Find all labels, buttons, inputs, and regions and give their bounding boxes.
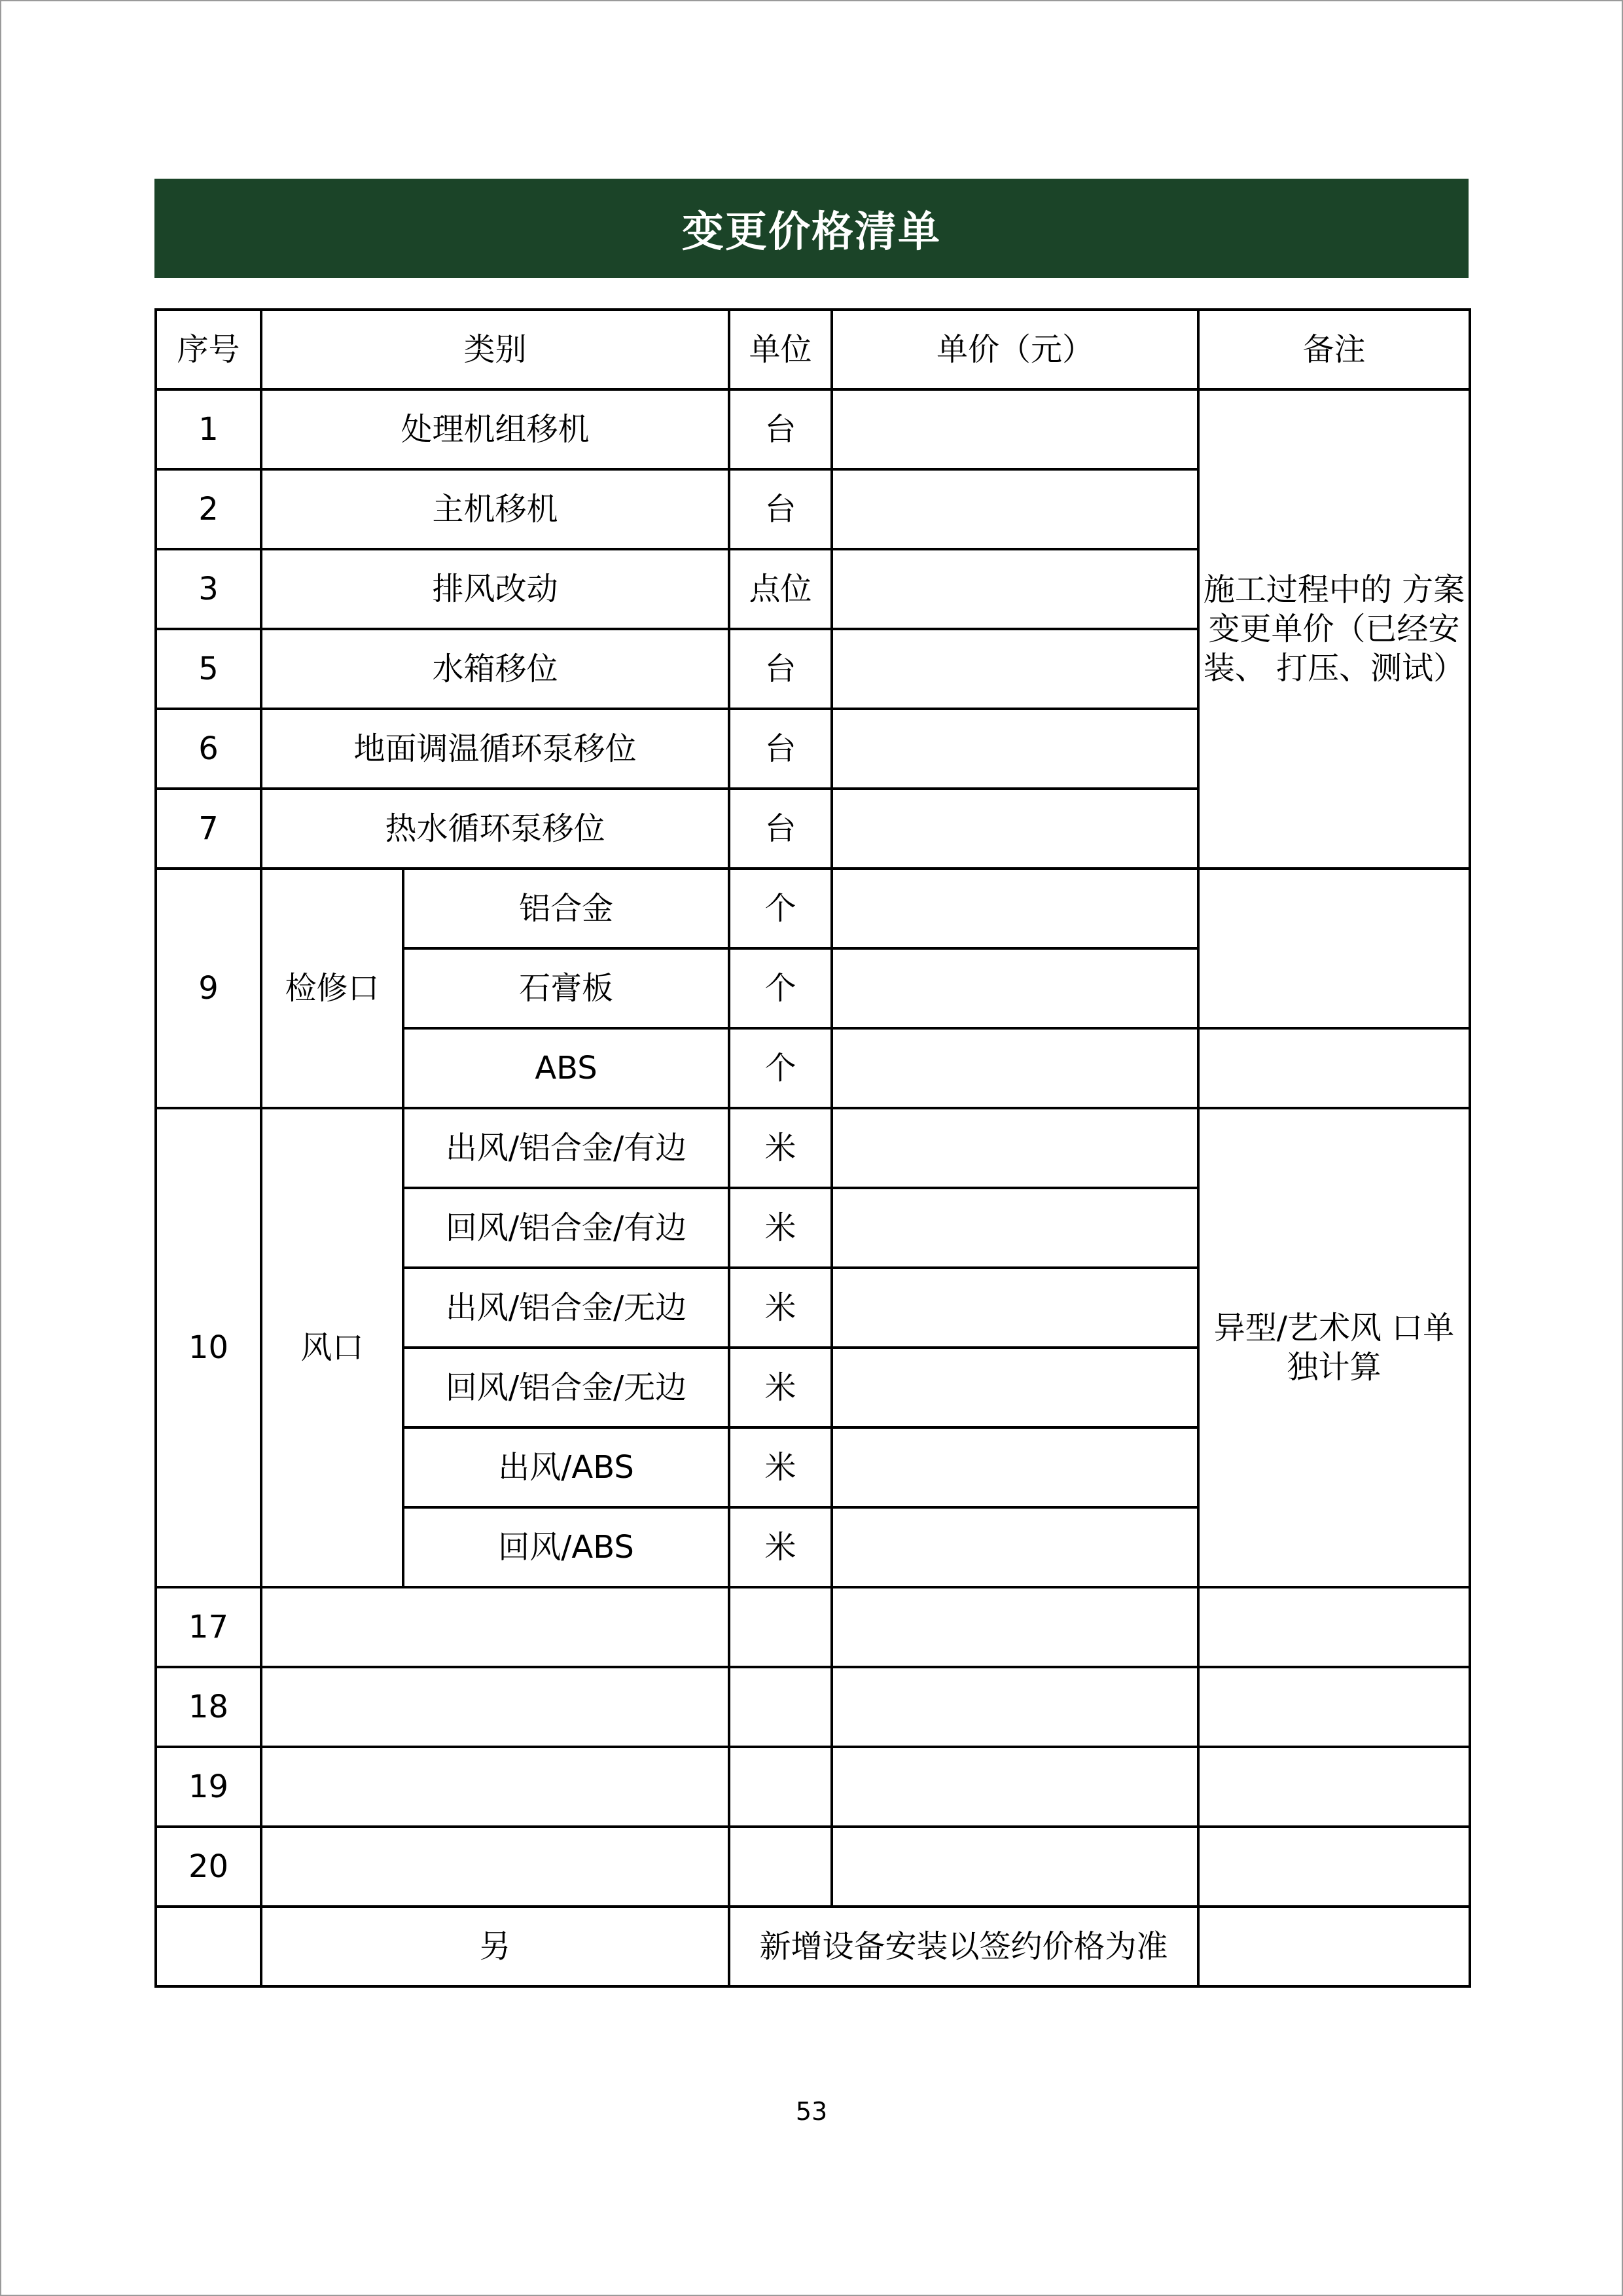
row-seq: 3	[156, 549, 261, 629]
row-price-cell[interactable]	[832, 1188, 1198, 1268]
remark-cell[interactable]	[1198, 869, 1470, 1028]
row-price-cell[interactable]	[832, 1108, 1198, 1188]
page-number: 53	[795, 2097, 828, 2126]
footer-row	[156, 1907, 1470, 1986]
row-price-cell[interactable]	[832, 1587, 1198, 1667]
row-price-cell[interactable]	[832, 1028, 1198, 1108]
vent-item-unit: 米	[729, 1427, 832, 1507]
row-price-cell[interactable]	[832, 869, 1198, 948]
vent-item-unit: 米	[729, 1108, 832, 1188]
vent-item-name: 回风/铝合金/无边	[403, 1348, 729, 1427]
remark-special-vent: 异型/艺术风 口单独计算	[1198, 1108, 1470, 1587]
access-item-name: ABS	[403, 1028, 729, 1108]
vent-category: 风口	[261, 1108, 403, 1587]
row-price-cell[interactable]	[832, 1667, 1198, 1747]
vent-item-unit: 米	[729, 1348, 832, 1427]
page-title: 变更价格清单	[682, 208, 941, 257]
access-item-name: 铝合金	[403, 869, 729, 948]
table-row	[156, 1667, 1470, 1747]
footer-seq	[156, 1907, 261, 1986]
row-unit: 台	[729, 709, 832, 789]
vent-item-name: 出风/铝合金/有边	[403, 1108, 729, 1188]
access-item-unit: 个	[729, 948, 832, 1028]
row-unit: 台	[729, 629, 832, 709]
row-price-cell[interactable]	[832, 948, 1198, 1028]
row-price-cell[interactable]	[832, 1827, 1198, 1907]
row-price-cell[interactable]	[832, 1747, 1198, 1827]
footer-label: 另	[261, 1907, 729, 1986]
vent-item-name: 出风/ABS	[403, 1427, 729, 1507]
access-category: 检修口	[261, 869, 403, 1108]
row-price-cell[interactable]	[832, 789, 1198, 869]
header-category: 类别	[261, 310, 729, 389]
row-price-cell[interactable]	[832, 549, 1198, 629]
row-category[interactable]	[261, 1827, 729, 1907]
row-seq: 5	[156, 629, 261, 709]
remark-cell[interactable]	[1198, 1028, 1470, 1108]
row-unit[interactable]	[729, 1587, 832, 1667]
row-price-cell[interactable]	[832, 1268, 1198, 1348]
vent-item-name: 回风/ABS	[403, 1507, 729, 1587]
row-category: 排风改动	[261, 549, 729, 629]
access-item-unit: 个	[729, 869, 832, 948]
row-seq: 17	[156, 1587, 261, 1667]
row-unit: 台	[729, 389, 832, 469]
vent-seq: 10	[156, 1108, 261, 1587]
header-row	[156, 310, 1470, 389]
row-seq: 7	[156, 789, 261, 869]
row-unit: 台	[729, 789, 832, 869]
header-unit: 单位	[729, 310, 832, 389]
row-category[interactable]	[261, 1747, 729, 1827]
header-seq: 序号	[156, 310, 261, 389]
table-row	[156, 1747, 1470, 1827]
access-item-name: 石膏板	[403, 948, 729, 1028]
vent-item-unit: 米	[729, 1268, 832, 1348]
title-banner	[154, 179, 1469, 278]
row-category: 热水循环泵移位	[261, 789, 729, 869]
row-price-cell[interactable]	[832, 1348, 1198, 1427]
row-unit[interactable]	[729, 1667, 832, 1747]
row-seq: 18	[156, 1667, 261, 1747]
row-unit[interactable]	[729, 1827, 832, 1907]
row-category: 地面调温循环泵移位	[261, 709, 729, 789]
row-seq: 6	[156, 709, 261, 789]
vent-item-name: 出风/铝合金/无边	[403, 1268, 729, 1348]
header-price: 单价（元）	[832, 310, 1198, 389]
row-seq: 19	[156, 1747, 261, 1827]
remark-cell[interactable]	[1198, 1667, 1470, 1747]
price-table	[154, 308, 1471, 1988]
row-price-cell[interactable]	[832, 709, 1198, 789]
row-price-cell[interactable]	[832, 629, 1198, 709]
row-seq: 20	[156, 1827, 261, 1907]
table-row	[156, 1108, 1470, 1188]
row-price-cell[interactable]	[832, 389, 1198, 469]
row-price-cell[interactable]	[832, 1507, 1198, 1587]
row-category: 主机移机	[261, 469, 729, 549]
table-row	[156, 389, 1470, 469]
table-row	[156, 1827, 1470, 1907]
row-unit: 点位	[729, 549, 832, 629]
header-remark: 备注	[1198, 310, 1470, 389]
row-price-cell[interactable]	[832, 1427, 1198, 1507]
row-category[interactable]	[261, 1667, 729, 1747]
row-price-cell[interactable]	[832, 469, 1198, 549]
vent-item-unit: 米	[729, 1188, 832, 1268]
remark-cell[interactable]	[1198, 1827, 1470, 1907]
row-category: 水箱移位	[261, 629, 729, 709]
access-item-unit: 个	[729, 1028, 832, 1108]
remark-cell[interactable]	[1198, 1747, 1470, 1827]
row-unit[interactable]	[729, 1747, 832, 1827]
access-seq: 9	[156, 869, 261, 1108]
table-row	[156, 1587, 1470, 1667]
footer-remark[interactable]	[1198, 1907, 1470, 1986]
footer-note: 新增设备安装以签约价格为准	[729, 1907, 1198, 1986]
row-seq: 2	[156, 469, 261, 549]
vent-item-unit: 米	[729, 1507, 832, 1587]
row-seq: 1	[156, 389, 261, 469]
remark-cell[interactable]	[1198, 1587, 1470, 1667]
row-category[interactable]	[261, 1587, 729, 1667]
remark-construction-change: 施工过程中的 方案变更单价（已经安装、 打压、测试）	[1198, 389, 1470, 869]
row-unit: 台	[729, 469, 832, 549]
row-category: 处理机组移机	[261, 389, 729, 469]
vent-item-name: 回风/铝合金/有边	[403, 1188, 729, 1268]
table-row	[156, 869, 1470, 948]
